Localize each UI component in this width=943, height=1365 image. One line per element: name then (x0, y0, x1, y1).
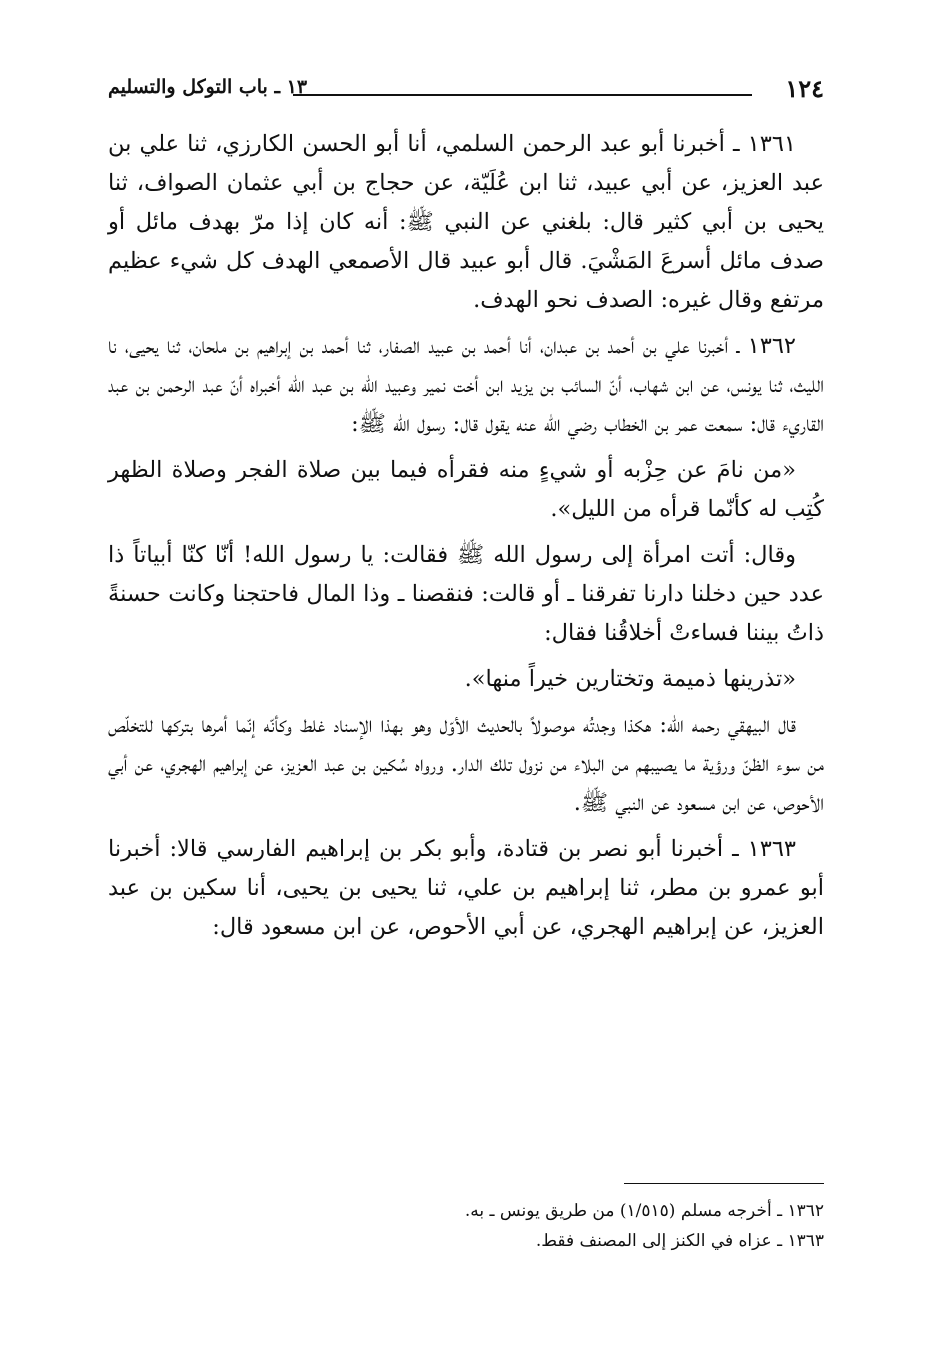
hadith-1363: ١٣٦٣ ـ أخبرنا أبو نصر بن قتادة، وأبو بكر بن إبراهيم الفارسي قالا: أخبرنا أبو عمرو بن مطر، ثنا إبراهيم بن علي، ثنا يحيى بن يحيى، أنا سكين بن عبد العزيز، عن إبراهيم الهجري، عن أبي الأحوص، عن ابن مسعود قال: (108, 836, 824, 940)
main-text (108, 125, 824, 954)
footnote-separator (624, 1183, 824, 1184)
running-header (108, 70, 824, 104)
page-number: ١٢٤ (785, 74, 824, 103)
footnote-1363: ١٣٦٣ ـ عزاه في الكنز إلى المصنف فقط. (535, 1231, 824, 1251)
hadith-quote-2: «تذرينها ذميمة وتختارين خيراً منها». (464, 666, 796, 692)
hadith-1361: ١٣٦١ ـ أخبرنا أبو عبد الرحمن السلمي، أنا أبو الحسن الكارزي، ثنا علي بن عبد العزيز، عن أبي عبيد، ثنا ابن عُلَيّة، عن حجاج بن أبي عثمان الصواف، ثنا يحيى بن أبي كثير قال: بلغني عن النبي ﷺ: أنه كان إذا مرّ بهدف مائل أو صدف مائل أسرعَ المَشْيَ. قال أبو عبيد قال الأصمعي الهدف كل شيء عظيم مرتفع وقال غيره: الصدف نحو الهدف. (108, 131, 824, 313)
footnotes (108, 1196, 824, 1256)
bayhaqi-comment: قال البيهقي رحمه الله: هكذا وجدتُه موصولاً بالحديث الأوّل وهو بهذا الإسناد غلط وكأنّه إنّما أمرها بتركها للتخلّص من سوء الظنّ ورؤية ما يصيبهم من البلاء من نزول تلك الدار. ورواه سُكين بن عبد العزيز، عن إبراهيم الهجري، عن أبي الأحوص، عن ابن مسعود عن النبي ﷺ. (108, 712, 824, 816)
hadith-quote-1: «من نامَ عن حِزْبه أو شيءٍ منه فقرأه فيما بين صلاة الفجر وصلاة الظهر كُتِب له كأنّما قرأه من الليل». (108, 457, 824, 522)
footnote-1362: ١٣٦٢ ـ أخرجه مسلم (١/٥١٥) من طريق يونس ـ به. (464, 1201, 824, 1221)
narration-paragraph: وقال: أتت امرأة إلى رسول الله ﷺ فقالت: يا رسول الله! أنّا كنّا أبياتاً ذا عدد حين دخلنا دارنا تفرقنا ـ أو قالت: فنقصنا ـ وذا المال فاحتجنا وكانت حسنةً ذاتُ بيننا فساءتْ أخلاقُنا فقال: (108, 542, 824, 646)
hadith-1362: ١٣٦٢ ـ أخبرنا علي بن أحمد بن عبدان، أنا أحمد بن عبيد الصفار، ثنا أحمد بن إبراهيم بن ملحان، ثنا يحيى، نا الليث، ثنا يونس، عن ابن شهاب، أنّ السائب بن يزيد ابن أخت نمير وعبيد الله بن عبد الله أخبراه أنّ عبد الرحمن بن عبد القاريء قال: سمعت عمر بن الخطاب رضي الله عنه يقول قال: رسول الله ﷺ: (108, 333, 824, 437)
chapter-title: ١٣ ـ باب التوكل والتسليم (108, 76, 308, 98)
header-rule (293, 94, 752, 96)
